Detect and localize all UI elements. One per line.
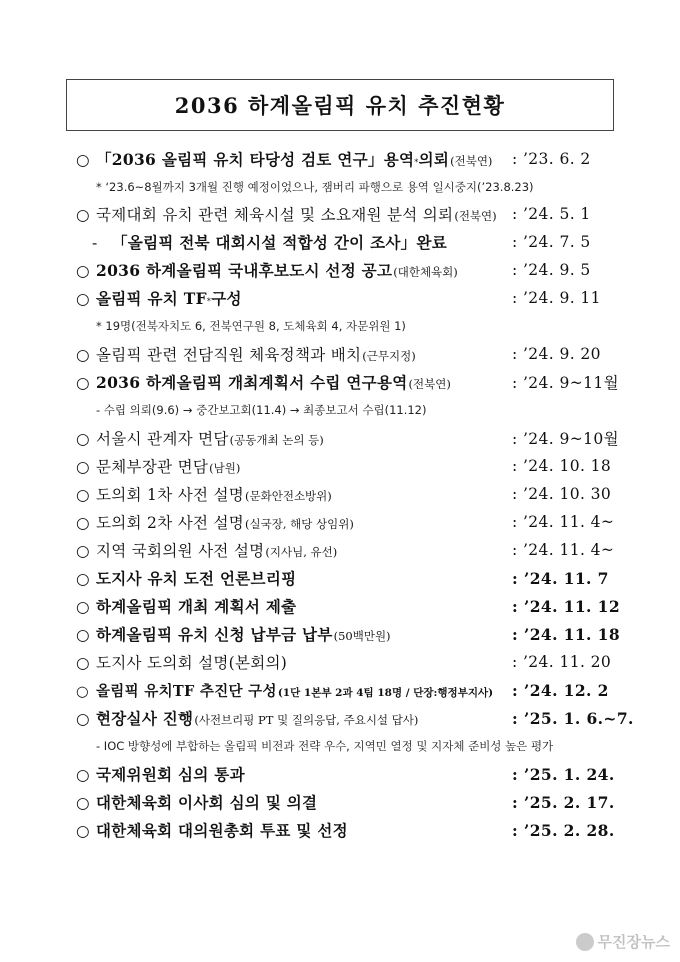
footnote-mark: *	[206, 297, 212, 306]
bullet-marker: ○	[76, 430, 90, 448]
item-label: 올림픽 유치 TF	[96, 289, 207, 308]
bullet-marker: ○	[76, 290, 90, 308]
note-row	[0, 313, 680, 339]
item-label: 2036 하계올림픽 개최계획서 수립 연구용역	[96, 373, 408, 392]
bullet-marker: ○	[76, 626, 90, 644]
row-text	[76, 483, 332, 505]
note-text: - 수립 의뢰(9.6) → 중간보고회(11.4) → 최종보고서 수립(11.12)	[96, 403, 427, 417]
row-text	[96, 402, 427, 418]
item-date: : ’24. 9~10월	[512, 430, 619, 448]
bullet-marker: ○	[76, 683, 89, 700]
item-label: 도의회 2차 사전 설명	[96, 514, 245, 532]
row-text	[76, 203, 497, 225]
item-label: 올림픽 유치TF 추진단 구성	[96, 682, 277, 700]
timeline-row	[0, 677, 680, 703]
item-date: : ’23. 6. 2	[512, 150, 591, 168]
bullet-marker: ○	[76, 794, 90, 812]
bullet-marker: ○	[76, 374, 90, 392]
item-date: : ’24. 11. 7	[512, 568, 609, 588]
item-label: 하계올림픽 유치 신청 납부금 납부	[96, 625, 333, 644]
item-label-tail: 의뢰	[418, 150, 450, 169]
row-text	[76, 371, 451, 393]
timeline-row	[0, 509, 680, 535]
timeline-row	[0, 565, 680, 591]
item-date: : ’24. 11. 18	[512, 624, 621, 644]
item-detail: (공동개최 논의 등)	[229, 433, 324, 447]
row-text	[76, 680, 493, 701]
timeline-row	[0, 146, 680, 172]
timeline-row	[0, 229, 680, 255]
item-label: 지역 국회의원 사전 설명	[96, 542, 265, 560]
item-label: 도지사 유치 도전 언론브리핑	[96, 569, 297, 588]
item-detail: (대한체육회)	[393, 265, 458, 279]
row-text	[92, 231, 447, 253]
row-text	[76, 763, 245, 785]
item-label: 국제위원회 심의 통과	[96, 765, 245, 784]
item-label: 도지사 도의회 설명(본회의)	[96, 654, 288, 672]
item-label-tail: 구성	[211, 289, 242, 308]
item-date: : ’24. 9. 5	[512, 261, 591, 279]
row-text	[76, 819, 348, 841]
timeline-row	[0, 593, 680, 619]
row-text	[76, 651, 287, 673]
item-detail: (근무지정)	[362, 349, 416, 363]
item-detail: (남원)	[209, 461, 241, 475]
item-date: : ’24. 11. 20	[512, 653, 612, 671]
watermark	[576, 931, 670, 952]
bullet-marker: ○	[76, 346, 90, 364]
timeline-row	[0, 789, 680, 815]
item-detail: (실국장, 해당 상임위)	[245, 517, 354, 531]
timeline-row	[0, 285, 680, 311]
note-text: * ‘23.6~8월까지 3개월 진행 예정이었으나, 잼버리 파행으로 용역 일시중지(’23.8.23)	[96, 180, 534, 194]
timeline-row	[0, 705, 680, 731]
timeline-row	[0, 369, 680, 395]
row-text	[76, 567, 296, 589]
bullet-marker: ○	[76, 514, 90, 532]
bullet-marker: ○	[76, 542, 90, 560]
timeline-row	[0, 201, 680, 227]
item-detail: (전북연)	[408, 377, 451, 391]
bullet-marker: ○	[76, 486, 90, 504]
timeline-row	[0, 425, 680, 451]
item-label: 「2036 올림픽 유치 타당성 검토 연구」용역	[96, 150, 415, 169]
item-detail: (전북연)	[454, 209, 497, 223]
timeline-row	[0, 453, 680, 479]
item-date: : ’24. 11. 4~	[512, 541, 615, 559]
timeline-row	[0, 257, 680, 283]
item-date: : ’24. 9~11월	[512, 374, 619, 392]
timeline-row	[0, 761, 680, 787]
bullet-marker: ○	[76, 458, 90, 476]
row-text	[76, 595, 296, 617]
item-label: 대한체육회 이사회 심의 및 의결	[96, 793, 318, 812]
item-label: 문체부장관 면담	[96, 458, 209, 476]
item-label: 하계올림픽 개최 계획서 제출	[96, 597, 297, 616]
item-label: 「올림픽 전북 대회시설 적합성 간이 조사」완료	[112, 233, 447, 252]
bullet-marker: ○	[76, 598, 90, 616]
item-date: : ’25. 2. 28.	[512, 820, 615, 840]
item-date: : ’24. 10. 18	[512, 457, 612, 475]
note-row	[0, 397, 680, 423]
row-text	[96, 318, 406, 334]
row-text	[96, 738, 553, 754]
row-text	[76, 511, 354, 533]
item-detail: (문화안전소방위)	[245, 489, 332, 503]
item-label: 국제대회 유치 관련 체육시설 및 소요재원 분석 의뢰	[96, 206, 454, 224]
item-date: : ’24. 9. 11	[512, 289, 601, 307]
row-text	[76, 623, 391, 645]
item-date: : ’24. 11. 12	[512, 596, 621, 616]
bullet-marker: -	[92, 234, 98, 252]
note-row	[0, 174, 680, 200]
item-date: : ’24. 10. 30	[512, 485, 612, 503]
footnote-mark: *	[414, 158, 419, 167]
bullet-marker: ○	[76, 151, 90, 169]
item-label: 서울시 관계자 면담	[96, 430, 229, 448]
title-box	[66, 79, 614, 131]
bullet-marker: ○	[76, 822, 90, 840]
item-date: : ’24. 11. 4~	[512, 513, 615, 531]
row-text	[96, 179, 534, 195]
item-label: 2036 하계올림픽 국내후보도시 선정 공고	[96, 261, 393, 280]
row-text	[76, 707, 418, 729]
row-text	[76, 287, 242, 309]
timeline-row	[0, 649, 680, 675]
item-date: : ’24. 9. 20	[512, 345, 601, 363]
item-label: 올림픽 관련 전담직원 체육정책과 배치	[96, 346, 362, 364]
bullet-marker: ○	[76, 206, 90, 224]
note-text: - IOC 방향성에 부합하는 올림픽 비전과 전략 우수, 지역민 열정 및 지자체 준비성 높은 평가	[96, 739, 554, 753]
page-title: 2036 하계올림픽 유치 추진현황	[174, 93, 506, 118]
logo-icon	[576, 933, 594, 951]
item-detail: (50백만원)	[333, 629, 391, 643]
row-text	[76, 791, 317, 813]
timeline-row	[0, 341, 680, 367]
bullet-marker: ○	[76, 710, 90, 728]
item-detail: (지사님, 유선)	[265, 545, 338, 559]
bullet-marker: ○	[76, 262, 90, 280]
note-row	[0, 733, 680, 759]
timeline-row	[0, 537, 680, 563]
item-label: 도의회 1차 사전 설명	[96, 486, 245, 504]
row-text	[76, 539, 337, 561]
timeline-row	[0, 621, 680, 647]
note-text: * 19명(전북자치도 6, 전북연구원 8, 도체육회 4, 자문위원 1)	[96, 319, 406, 333]
watermark-text: 무진장뉴스	[597, 933, 670, 951]
row-text	[76, 259, 458, 281]
row-text	[76, 148, 492, 170]
item-date: : ’25. 1. 6.~7.	[512, 708, 634, 728]
item-detail: (1단 1본부 2과 4팀 18명 / 단장:행정부지사)	[277, 686, 494, 699]
item-date: : ’25. 2. 17.	[512, 792, 615, 812]
item-date: : ’25. 1. 24.	[512, 764, 615, 784]
bullet-marker: ○	[76, 654, 90, 672]
timeline-row	[0, 817, 680, 843]
item-date: : ’24. 5. 1	[512, 205, 591, 223]
item-date: : ’24. 12. 2	[512, 680, 609, 700]
item-label: 대한체육회 대의원총회 투표 및 선정	[96, 821, 348, 840]
item-label: 현장실사 진행	[96, 709, 194, 728]
row-text	[76, 427, 324, 449]
row-text	[76, 343, 416, 365]
item-date: : ’24. 7. 5	[512, 233, 591, 251]
bullet-marker: ○	[76, 766, 90, 784]
item-detail: (사전브리핑 PT 및 질의응답, 주요시설 답사)	[194, 713, 419, 727]
bullet-marker: ○	[76, 570, 90, 588]
timeline-row	[0, 481, 680, 507]
item-detail: (전북연)	[450, 154, 493, 168]
row-text	[76, 455, 240, 477]
